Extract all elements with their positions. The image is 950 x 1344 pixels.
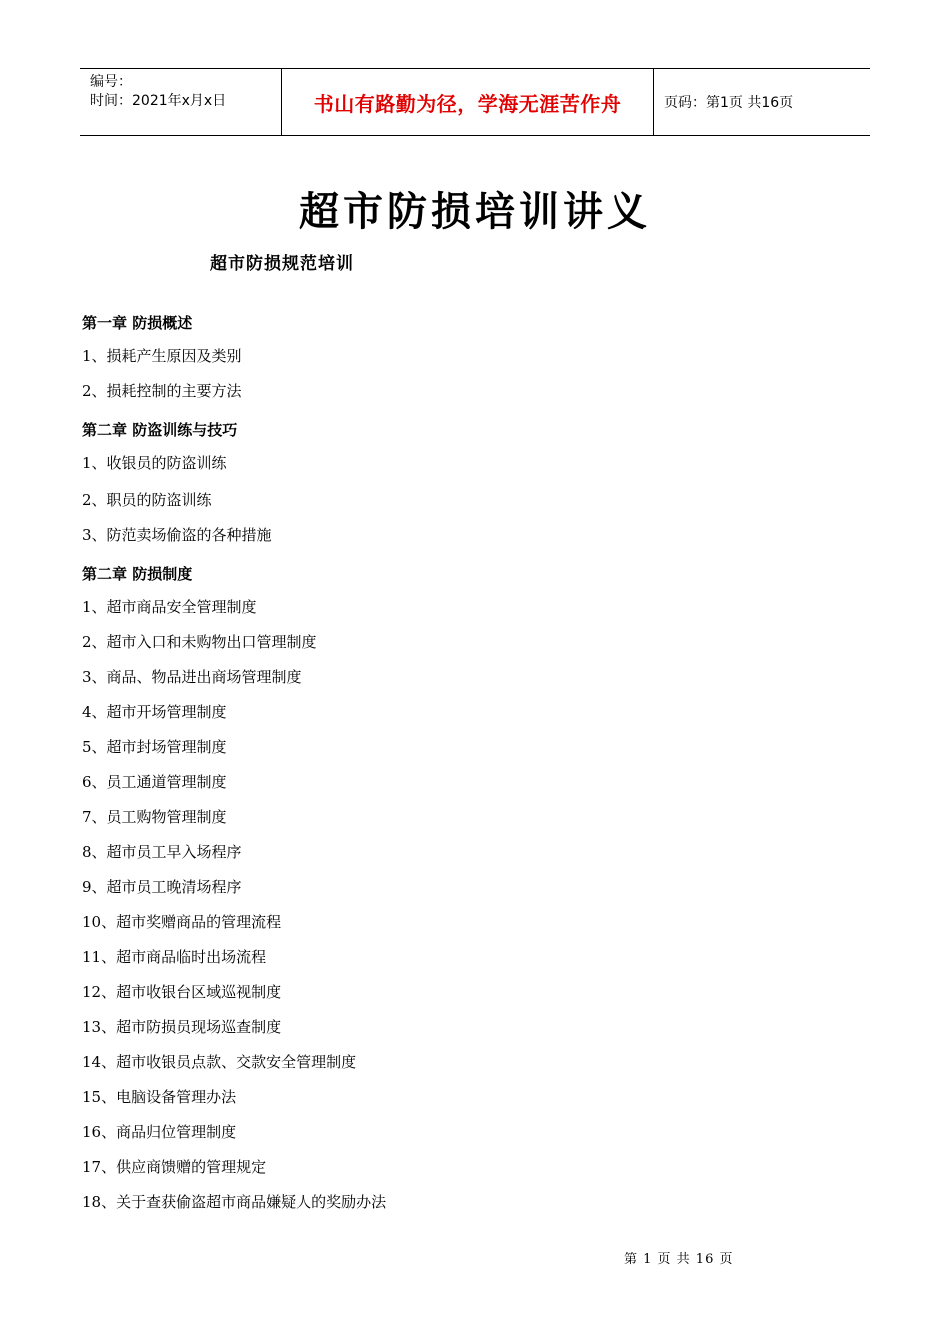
toc-item: 1、损耗产生原因及类别 bbox=[82, 347, 242, 365]
motto-text: 书山有路勤为径，学海无涯苦作舟 bbox=[313, 91, 622, 116]
toc-item: 3、商品、物品进出商场管理制度 bbox=[82, 668, 302, 686]
toc-item: 7、员工购物管理制度 bbox=[82, 808, 227, 826]
toc-item: 8、超市员工早入场程序 bbox=[82, 843, 242, 861]
toc-item: 15、电脑设备管理办法 bbox=[82, 1088, 237, 1106]
toc-chapter-1: 第一章 防损概述 bbox=[82, 314, 193, 332]
date-label: 时间：2021年x月x日 bbox=[90, 93, 227, 109]
toc-item: 13、超市防损员现场巡查制度 bbox=[82, 1018, 282, 1036]
page-footer: 第 1 页 共 16 页 bbox=[624, 1252, 734, 1267]
toc-item: 5、超市封场管理制度 bbox=[82, 738, 227, 756]
header-motto-cell bbox=[282, 69, 654, 135]
toc-item: 3、防范卖场偷盗的各种措施 bbox=[82, 526, 272, 544]
document-title: 超市防损培训讲义 bbox=[299, 189, 651, 235]
toc-item: 14、超市收银员点款、交款安全管理制度 bbox=[82, 1053, 357, 1071]
toc-item: 2、损耗控制的主要方法 bbox=[82, 382, 242, 400]
toc-item: 11、超市商品临时出场流程 bbox=[82, 948, 267, 966]
toc-item: 18、关于查获偷盗超市商品嫌疑人的奖励办法 bbox=[82, 1193, 387, 1211]
header-meta-cell bbox=[80, 69, 282, 135]
page-info: 页码：第1页 共16页 bbox=[664, 95, 794, 111]
toc-item: 10、超市奖赠商品的管理流程 bbox=[82, 913, 282, 931]
toc-item: 17、供应商馈赠的管理规定 bbox=[82, 1158, 267, 1176]
document-header bbox=[80, 68, 870, 136]
toc-item: 4、超市开场管理制度 bbox=[82, 703, 227, 721]
toc-item: 2、超市入口和未购物出口管理制度 bbox=[82, 633, 317, 651]
number-label: 编号： bbox=[90, 74, 132, 90]
document-subtitle: 超市防损规范培训 bbox=[210, 254, 354, 274]
toc-item: 1、收银员的防盗训练 bbox=[82, 454, 227, 472]
toc-item: 6、员工通道管理制度 bbox=[82, 773, 227, 791]
toc-item: 12、超市收银台区域巡视制度 bbox=[82, 983, 282, 1001]
toc-chapter-3: 第二章 防损制度 bbox=[82, 565, 193, 583]
toc-item: 2、职员的防盗训练 bbox=[82, 491, 212, 509]
toc-item: 1、超市商品安全管理制度 bbox=[82, 598, 257, 616]
toc-chapter-2: 第二章 防盗训练与技巧 bbox=[82, 421, 238, 439]
toc-item: 9、超市员工晚清场程序 bbox=[82, 878, 242, 896]
header-page-cell bbox=[654, 69, 870, 135]
toc-item: 16、商品归位管理制度 bbox=[82, 1123, 237, 1141]
